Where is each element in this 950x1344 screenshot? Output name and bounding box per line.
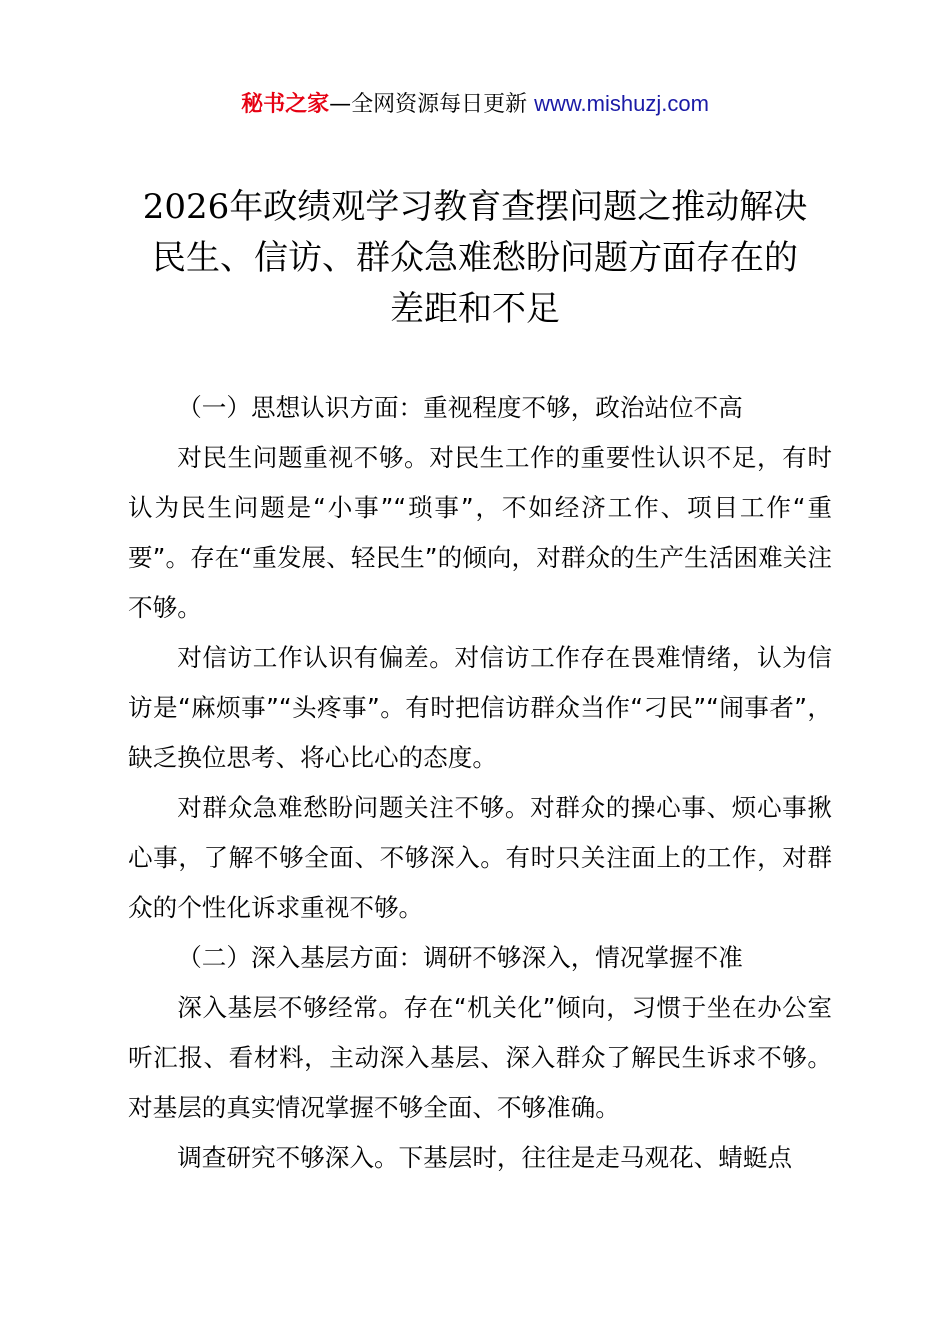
title-line-1: 2026年政绩观学习教育查摆问题之推动解决 xyxy=(142,187,808,227)
document-title xyxy=(120,182,830,335)
paragraph-5: 调查研究不够深入。下基层时，往往是走马观花、蜻蜓点 xyxy=(177,1143,793,1172)
paragraph-1: 对民生问题重视不够。对民生工作的重要性认识不足，有时认为民生问题是“小事”“琐事”，不如经济工作、项目工作“重要”。存在“重发展、轻民生”的倾向，对群众的生产生活困难关注不够。 xyxy=(128,443,832,622)
title-line-3: 差距和不足 xyxy=(390,289,560,329)
section-heading-2: （二）深入基层方面：调研不够深入，情况掌握不准 xyxy=(177,943,743,972)
document-body xyxy=(128,383,832,1183)
title-line-2: 民生、信访、群众急难愁盼问题方面存在的 xyxy=(152,238,798,278)
section-heading-1: （一）思想认识方面：重视程度不够，政治站位不高 xyxy=(177,393,743,422)
paragraph-2: 对信访工作认识有偏差。对信访工作存在畏难情绪，认为信访是“麻烦事”“头疼事”。有时把信访群众当作“刁民”“闹事者”，缺乏换位思考、将心比心的态度。 xyxy=(128,643,832,772)
site-tagline: —全网资源每日更新 xyxy=(329,92,535,117)
site-url-link[interactable]: www.mishuzj.com xyxy=(534,91,709,116)
site-header xyxy=(0,86,950,123)
paragraph-3: 对群众急难愁盼问题关注不够。对群众的操心事、烦心事揪心事，了解不够全面、不够深入。有时只关注面上的工作，对群众的个性化诉求重视不够。 xyxy=(128,793,832,922)
paragraph-4: 深入基层不够经常。存在“机关化”倾向，习惯于坐在办公室听汇报、看材料，主动深入基层、深入群众了解民生诉求不够。对基层的真实情况掌握不够全面、不够准确。 xyxy=(128,993,832,1122)
site-brand: 秘书之家 xyxy=(241,92,330,117)
